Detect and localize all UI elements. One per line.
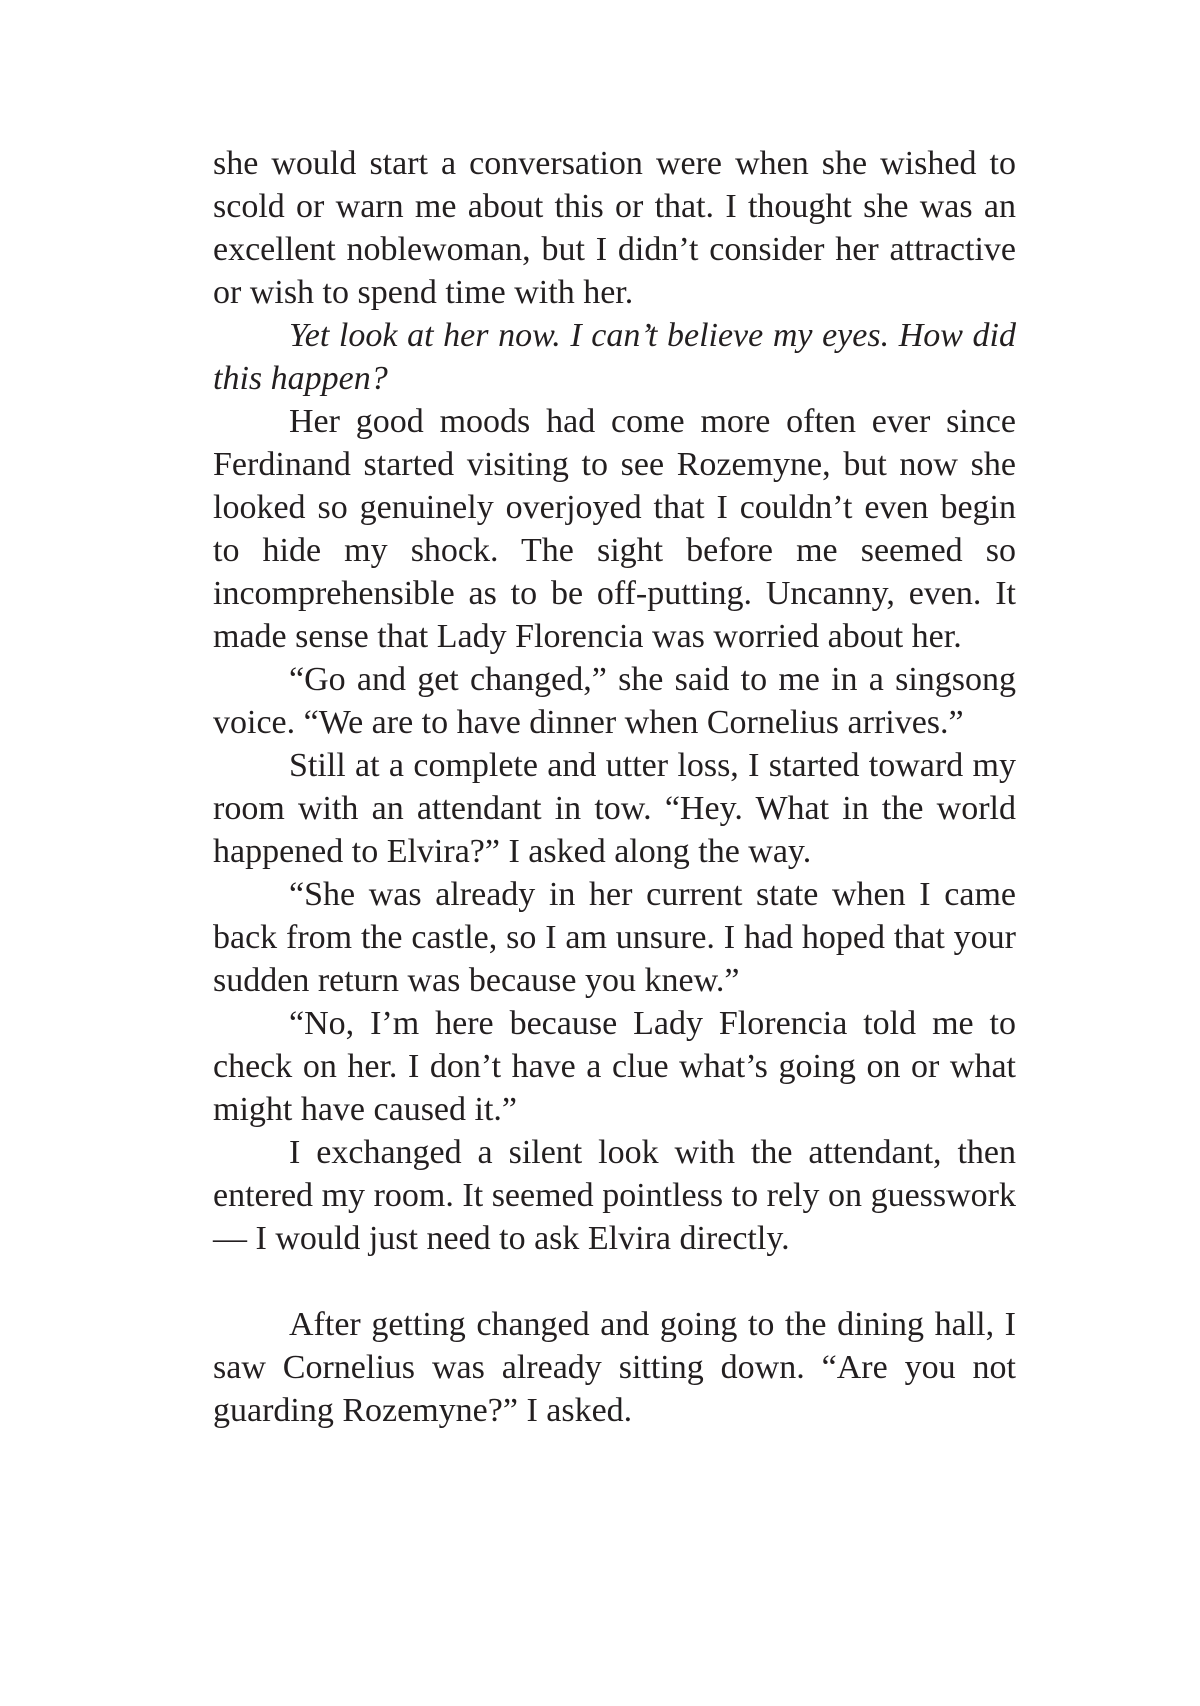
paragraph-dialogue: “No, I’m here because Lady Florencia told me to check on her. I don’t have a clue what’s going on or what might have caused it.” xyxy=(213,1005,1016,1128)
scene-break xyxy=(213,1260,1016,1303)
paragraph-inner-thought: Yet look at her now. I can’t believe my eyes. How did this happen? xyxy=(213,317,1016,397)
paragraph-dialogue: “She was already in her current state when I came back from the castle, so I am unsure. I had hoped that your sudden return was because you knew.” xyxy=(213,876,1016,999)
paragraph-continuation: she would start a conversation were when she wished to scold or warn me about this or that. I thought she was an excellent noblewoman, but I didn’t consider her attractive or wish to spend time with her. xyxy=(213,145,1016,311)
paragraph-dialogue: “Go and get changed,” she said to me in a singsong voice. “We are to have dinner when Cornelius arrives.” xyxy=(213,661,1016,741)
paragraph: Still at a complete and utter loss, I started toward my room with an attendant in tow. “Hey. What in the world happened to Elvira?” I asked along the way. xyxy=(213,747,1016,870)
paragraph: After getting changed and going to the dining hall, I saw Cornelius was already sitting down. “Are you not guarding Rozemyne?” I asked. xyxy=(213,1306,1016,1429)
book-page xyxy=(213,142,1016,1432)
paragraph: I exchanged a silent look with the attendant, then entered my room. It seemed pointless to rely on guesswork— I would just need to ask Elvira directly. xyxy=(213,1134,1016,1257)
paragraph: Her good moods had come more often ever since Ferdinand started visiting to see Rozemyne, but now she looked so genuinely overjoyed that I couldn’t even begin to hide my shock. The sight before me seemed so incomprehensible as to be off-putting. Uncanny, even. It made sense that Lady Florencia was worried about her. xyxy=(213,403,1016,655)
